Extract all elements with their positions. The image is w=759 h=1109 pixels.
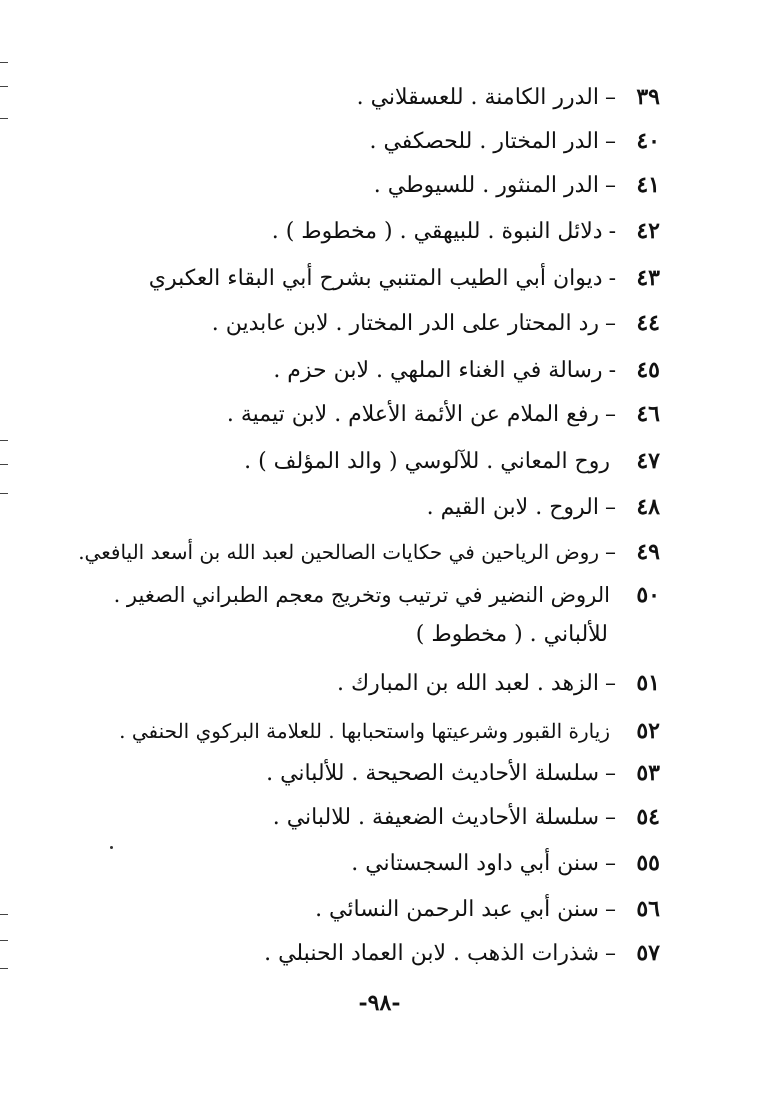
entry-dash: – [605,311,616,336]
entry-text: سلسلة الأحاديث الضعيفة . للالباني . [272,805,599,830]
list-item [80,399,660,430]
entry-dash: – [605,851,616,876]
entry-number: ٤١ [636,172,660,198]
entry-number: ٥٣ [636,760,660,786]
entry-text: سنن أبي عبد الرحمن النسائي . [315,897,599,922]
entry-number: ٥٧ [636,940,660,966]
entry-text: دلائل النبوة . للبيهقي . ( مخطوط ) . [271,219,603,244]
list-item [80,126,660,157]
entry-dash: – [605,402,616,427]
list-item [80,848,660,879]
entry-dash: - [608,219,616,244]
entry-number: ٤٠ [636,128,660,154]
entry-dash: – [605,805,616,830]
entry-number: ٤٥ [636,357,660,383]
entry-text: رد المحتار على الدر المختار . لابن عابدين . [211,311,599,336]
entry-text: الدر المنثور . للسيوطي . [373,173,599,198]
entry-number: ٥٤ [636,804,660,830]
entry-number: ٤٧ [636,448,660,474]
entry-number: ٥٠ [636,582,660,608]
page-number: -٩٨- [358,990,401,1016]
margin-mark [0,86,8,87]
entry-text: الزهد . لعبد الله بن المبارك . [337,671,599,696]
entry-text: ديوان أبي الطيب المتنبي بشرح أبي البقاء العكبري [148,266,603,291]
entry-text: الروح . لابن القيم . [426,495,599,520]
entry-number: ٥٦ [636,896,660,922]
entry-dash: – [605,495,616,520]
list-item [80,308,660,339]
entry-number: ٤٩ [636,539,660,565]
list-item [80,894,660,925]
entry-dash: – [605,129,616,154]
ink-speck [110,846,113,849]
entry-text: شذرات الذهب . لابن العماد الحنبلي . [264,941,599,966]
entry-dash: – [605,173,616,198]
entry-number: ٤٦ [636,401,660,427]
entry-dash: – [605,671,616,696]
entry-number: ٣٩ [636,84,660,110]
entry-number: ٤٢ [636,218,660,244]
entry-dash: - [608,266,616,291]
entry-text: الروض النضير في ترتيب وتخريج معجم الطبراني الصغير . [113,583,610,607]
entry-dash: – [605,85,616,110]
list-item [80,446,660,477]
list-item [80,668,660,699]
list-item [60,716,660,746]
entry-text: روض الرياحين في حكايات الصالحين لعبد الله بن أسعد اليافعي. [78,540,599,564]
entry-number: ٥١ [636,670,660,696]
list-item [60,580,660,610]
entry-text: رفع الملام عن الأئمة الأعلام . لابن تيمية . [226,402,599,427]
margin-mark [0,493,8,494]
entry-number: ٤٨ [636,494,660,520]
entry-text: رسالة في الغناء الملهي . لابن حزم . [273,358,603,383]
margin-mark [0,940,8,941]
entry-dash: – [605,540,616,565]
margin-mark [0,62,8,63]
list-item [80,802,660,833]
entry-text: الدر المختار . للحصكفي . [369,129,599,154]
list-item [80,355,660,386]
entry-text: زيارة القبور وشرعيتها واستحبابها . للعلامة البركوي الحنفي . [119,719,610,743]
entry-continuation: للألباني . ( مخطوط ) [415,622,608,647]
margin-mark [0,968,8,969]
list-item [80,263,660,294]
list-item [80,216,660,247]
margin-mark [0,464,8,465]
entry-dash: – [605,897,616,922]
entry-text: سلسلة الأحاديث الصحيحة . للألباني . [266,761,599,786]
entry-text: الدرر الكامنة . للعسقلاني . [356,85,599,110]
entry-number: ٤٤ [636,310,660,336]
entry-number: ٥٥ [636,850,660,876]
entry-number: ٤٣ [636,265,660,291]
entry-dash: - [608,358,616,383]
margin-mark [0,118,8,119]
entry-dash: – [605,761,616,786]
entry-text: سنن أبي داود السجستاني . [351,851,599,876]
list-item [80,170,660,201]
entry-number: ٥٢ [636,718,660,744]
list-item [28,537,660,568]
entry-text: روح المعاني . للآلوسي ( والد المؤلف ) . [244,449,610,474]
list-item [80,82,660,113]
entry-dash: – [605,941,616,966]
margin-mark [0,914,8,915]
margin-mark [0,440,8,441]
list-item [80,938,660,969]
list-item [80,758,660,789]
list-item [80,492,660,523]
